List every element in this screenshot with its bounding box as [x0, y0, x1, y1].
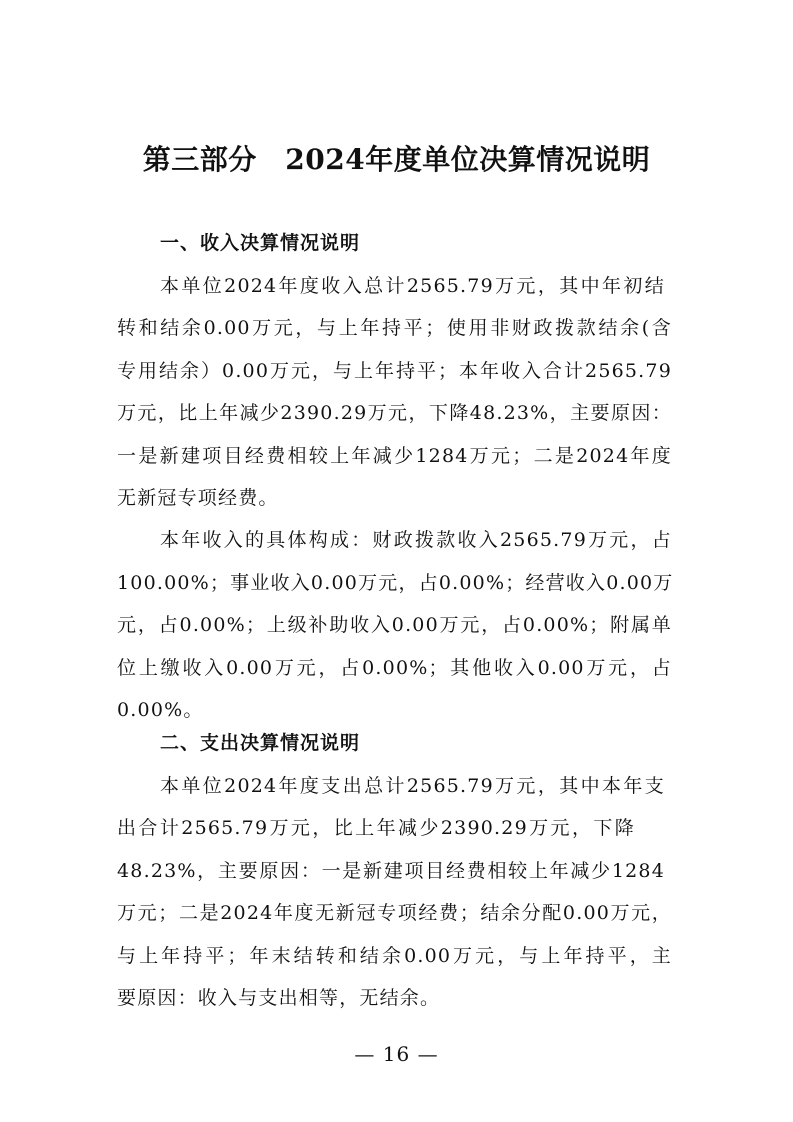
paragraph-line: 一是新建项目经费相较上年减少1284万元；二是2024年度 [117, 444, 672, 467]
paragraph-line: 位上缴收入0.00万元，占0.00%；其他收入0.00万元，占 [117, 656, 672, 679]
paragraph-line: 出合计2565.79万元，比上年减少2390.29万元，下降 [117, 817, 635, 840]
paragraph-line: 元，占0.00%；上级补助收入0.00万元，占0.00%；附属单 [117, 614, 672, 637]
paragraph-line: 万元，比上年减少2390.29万元，下降48.23%，主要原因： [117, 402, 672, 425]
section-heading-income: 一、收入决算情况说明 [160, 232, 361, 254]
paragraph-line: 0.00%。 [117, 699, 204, 721]
page-title: 第三部分 2024年度单位决算情况说明 [142, 143, 651, 176]
paragraph-line: 转和结余0.00万元，与上年持平；使用非财政拨款结余(含 [117, 317, 672, 340]
paragraph-line: 本年收入的具体构成：财政拨款收入2565.79万元，占 [160, 529, 672, 552]
paragraph-line: 与上年持平；年末结转和结余0.00万元，与上年持平，主 [117, 944, 672, 967]
paragraph-line: 无新冠专项经费。 [117, 487, 279, 509]
paragraph-line: 本单位2024年度支出总计2565.79万元，其中本年支 [160, 775, 665, 797]
paragraph-line: 本单位2024年度收入总计2565.79万元，其中年初结 [160, 275, 665, 297]
paragraph-line: 100.00%；事业收入0.00万元，占0.00%；经营收入0.00万 [117, 571, 674, 594]
page-number: — 16 — [354, 1042, 439, 1066]
paragraph-line: 要原因：收入与支出相等，无结余。 [117, 987, 441, 1009]
paragraph-line: 万元；二是2024年度无新冠专项经费；结余分配0.00万元， [117, 902, 672, 925]
section-heading-expenditure: 二、支出决算情况说明 [160, 732, 361, 754]
paragraph-line: 专用结余）0.00万元，与上年持平；本年收入合计2565.79 [117, 359, 672, 382]
paragraph-line: 48.23%，主要原因：一是新建项目经费相较上年减少1284 [117, 859, 665, 882]
